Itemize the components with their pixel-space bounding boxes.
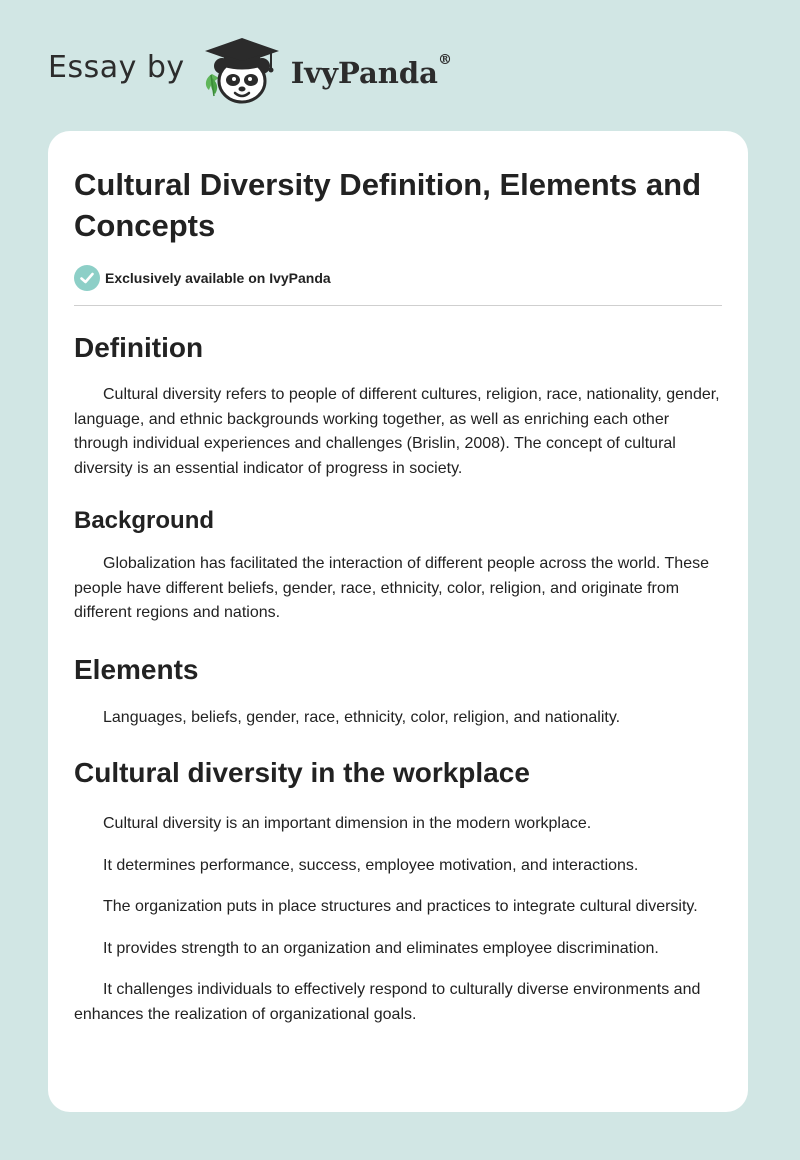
section-heading-background: Background <box>74 507 215 534</box>
exclusive-label: Exclusively available on IvyPanda <box>105 270 331 286</box>
section-heading-workplace: Cultural diversity in the workplace <box>74 757 530 788</box>
check-icon <box>74 265 100 291</box>
site-brand[interactable] <box>48 34 452 110</box>
paragraph: It provides strength to an organization and eliminates employee discrimination. <box>103 939 659 957</box>
paragraph: Cultural diversity refers to people of different cultures, religion, race, nationality, gender, language, and ethnic backgrounds working together, as well as enriching each other through individual experiences and challenges (Brislin, 2008). The concept of cultural diversity is an essential indicator of progress in society. <box>74 386 720 477</box>
leaf-icon <box>206 74 219 96</box>
paragraph: It challenges individuals to effectively respond to culturally diverse environments and enhances the realization of organizational goals. <box>74 981 701 1023</box>
essay-title: Cultural Diversity Definition, Elements and Concepts <box>74 167 702 243</box>
brand-name: IvyPanda® <box>290 52 452 90</box>
essay-card <box>48 131 748 1112</box>
brand-prefix: Essay by <box>48 49 185 85</box>
paragraph: The organization puts in place structures and practices to integrate cultural diversity. <box>103 898 698 915</box>
section-heading-elements: Elements <box>74 653 199 685</box>
paragraph: Globalization has facilitated the interaction of different people across the world. These people have different beliefs, gender, race, ethnicity, color, religion, and originate from different regions and nations. <box>74 555 709 621</box>
panda-graduation-cap-icon <box>199 34 285 110</box>
paragraph: It determines performance, success, employee motivation, and interactions. <box>103 856 639 874</box>
paragraph: Languages, beliefs, gender, race, ethnicity, color, religion, and nationality. <box>103 708 621 726</box>
paragraph: Cultural diversity is an important dimension in the modern workplace. <box>103 815 592 832</box>
exclusive-badge <box>74 264 722 292</box>
divider <box>74 305 722 306</box>
section-heading-definition: Definition <box>74 332 204 363</box>
